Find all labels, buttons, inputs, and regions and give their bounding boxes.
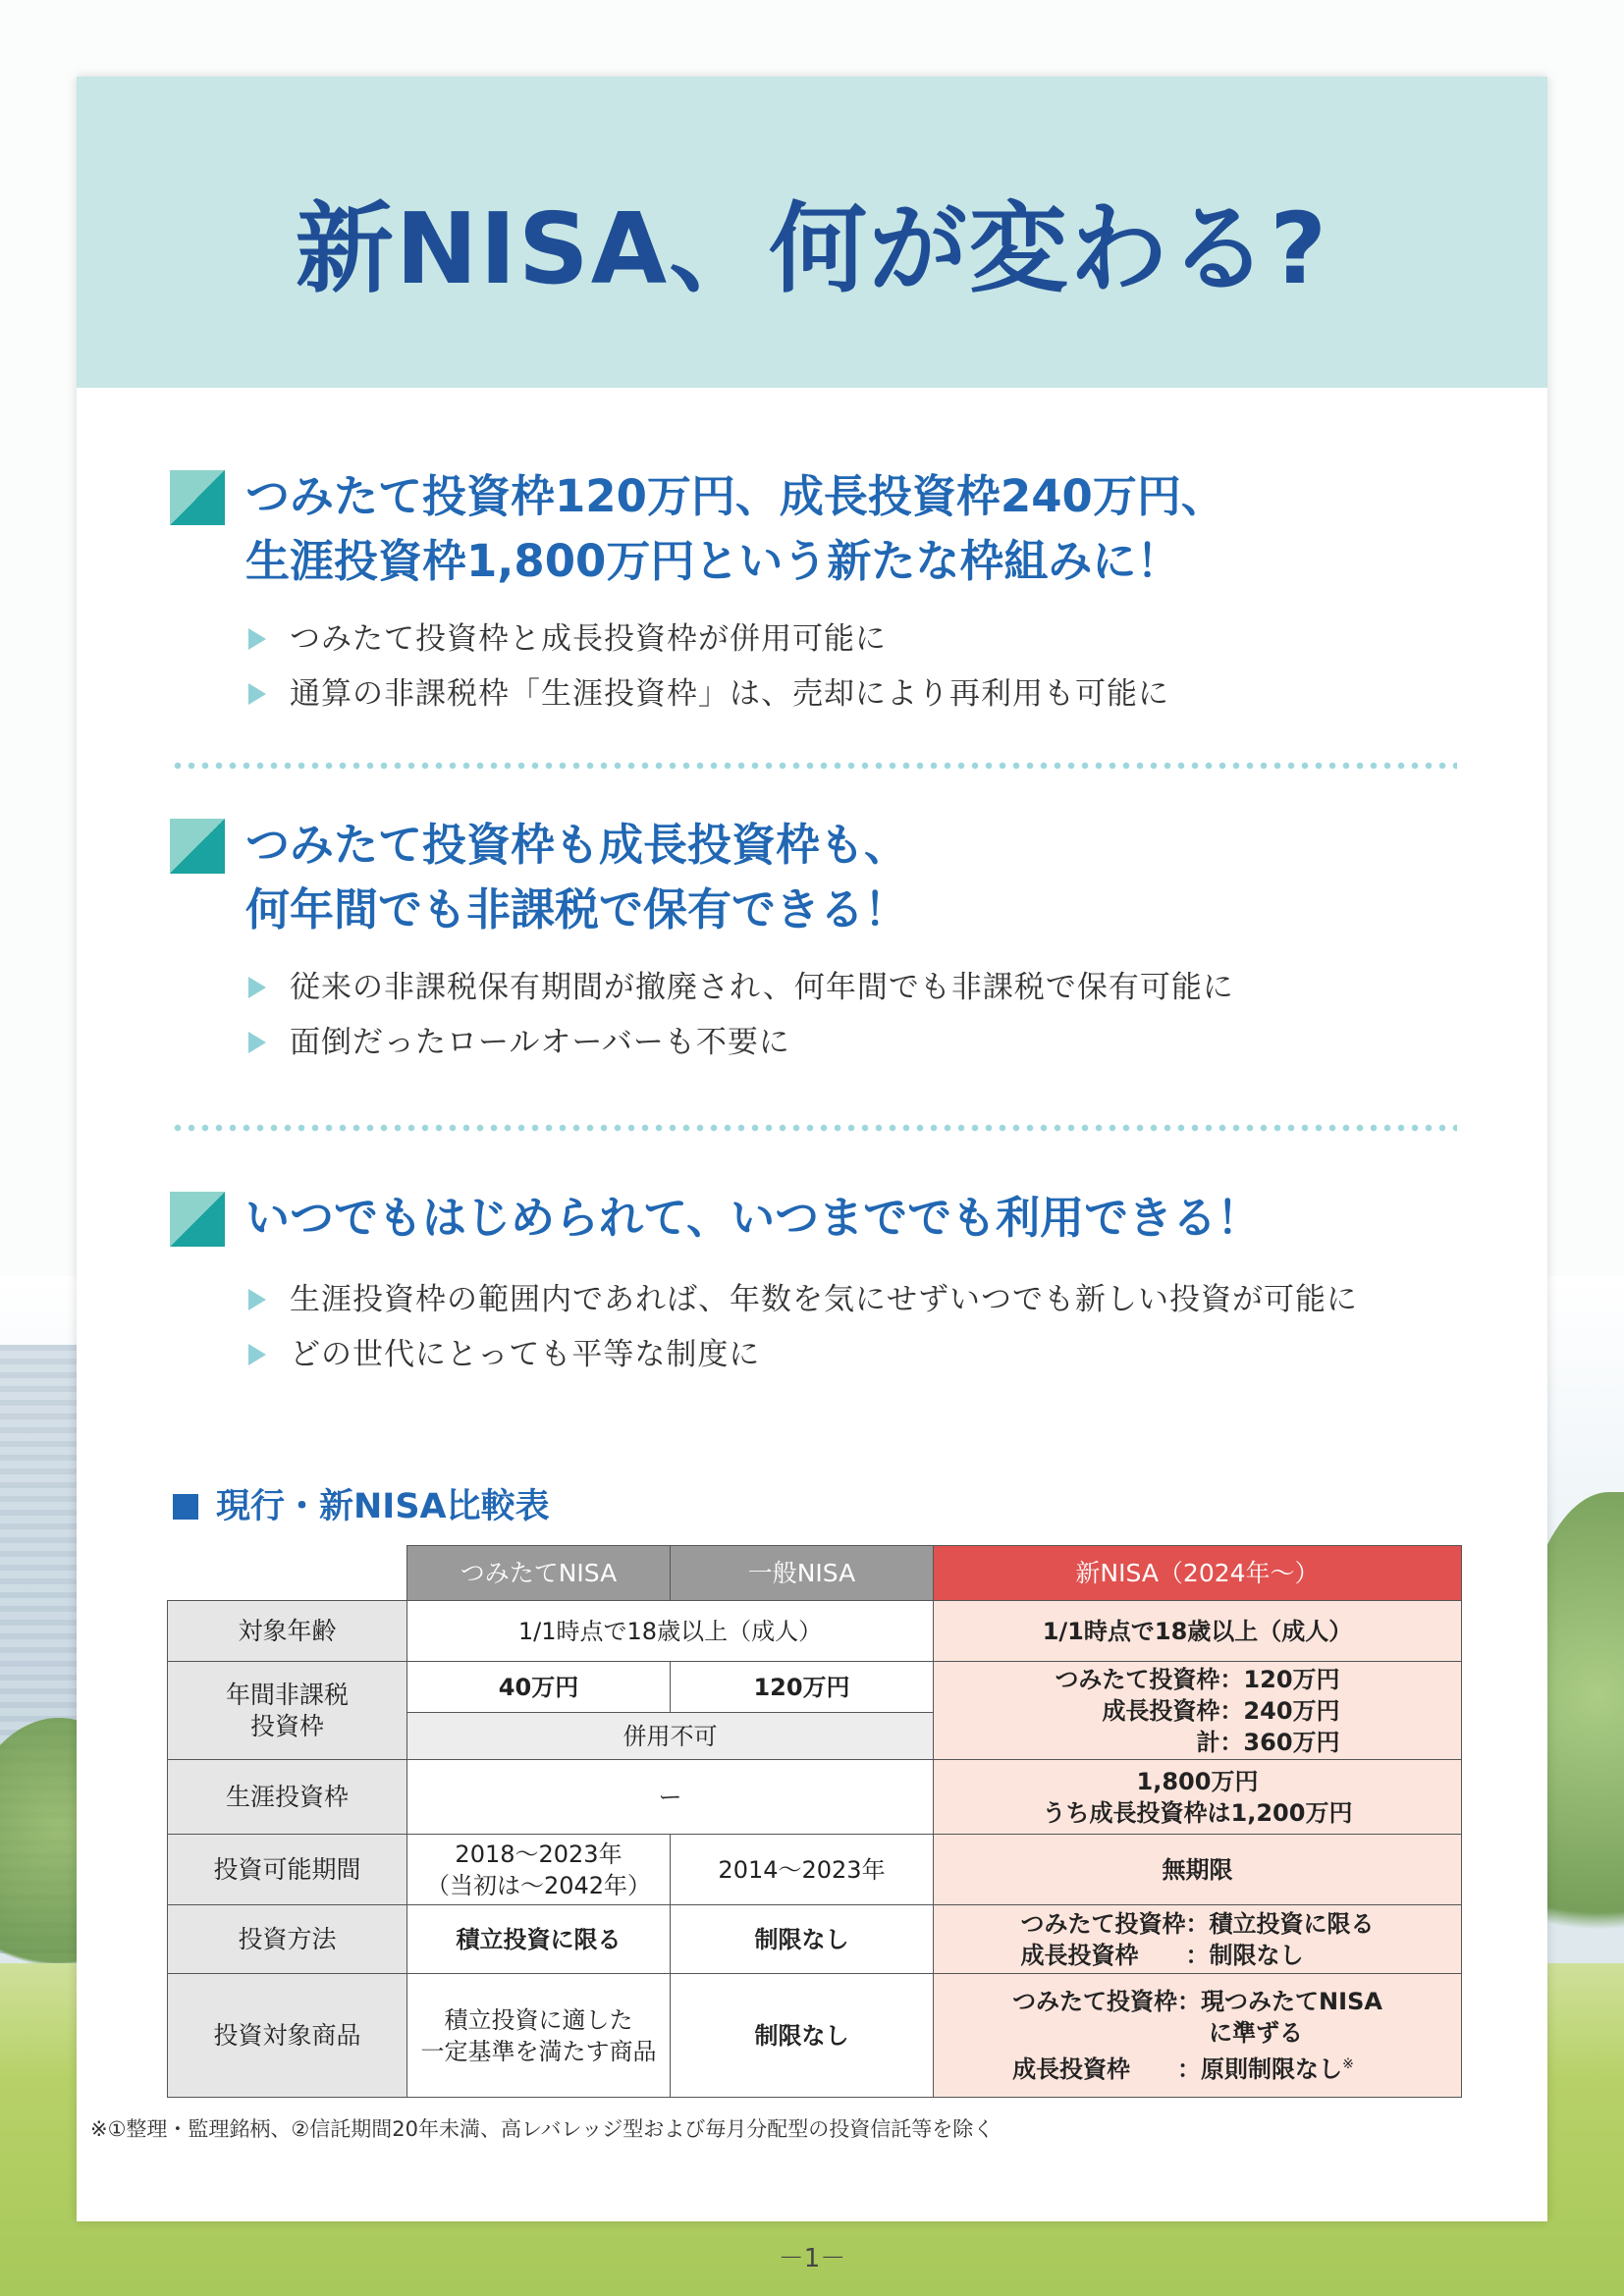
- table-row: [168, 1905, 1462, 1974]
- content-card: [77, 77, 1547, 2221]
- bullet-item: どの世代にとっても平等な制度に: [248, 1327, 1358, 1382]
- table-cell: 1/1時点で18歳以上（成人）: [407, 1601, 934, 1662]
- header-general-nisa: 一般NISA: [671, 1546, 934, 1601]
- table-header-row: [168, 1546, 1462, 1601]
- dotted-divider: [171, 762, 1457, 770]
- bullet-item: つみたて投資枠と成長投資枠が併用可能に: [248, 612, 1169, 667]
- bullet-item: 従来の非課税保有期間が撤廃され、何年間でも非課税で保有可能に: [248, 960, 1234, 1015]
- bullet-item: 生涯投資枠の範囲内であれば、年数を気にせずいつでも新しい投資が可能に: [248, 1272, 1358, 1327]
- section-heading: いつでもはじめられて、いつまででも利用できる！: [245, 1192, 1262, 1244]
- dotted-divider: [171, 1124, 1457, 1132]
- table-cell-new: 1,800万円 うち成長投資枠は1,200万円: [934, 1760, 1462, 1835]
- table-row: [168, 1835, 1462, 1905]
- table-row: [168, 1601, 1462, 1662]
- row-label: 投資対象商品: [168, 1974, 407, 2098]
- comparison-table-title: 現行・新NISA比較表: [173, 1482, 550, 1531]
- bullet-item: 通算の非課税枠「生涯投資枠」は、売却により再利用も可能に: [248, 667, 1169, 721]
- bullet-list: [248, 960, 1234, 1070]
- section-marker-icon: [170, 1192, 225, 1247]
- page-title: 新NISA、何が変わる?: [295, 191, 1329, 306]
- row-label: 対象年齢: [168, 1601, 407, 1662]
- table-cell-new: つみたて投資枠：現つみたてNISA に準ずる 成長投資枠 ：原則制限なし※: [934, 1974, 1462, 2098]
- table-row: [168, 1760, 1462, 1835]
- row-label: 投資可能期間: [168, 1835, 407, 1905]
- table-cell: 120万円: [671, 1662, 934, 1713]
- table-cell: 2018～2023年 （当初は～2042年）: [407, 1835, 671, 1905]
- table-cell-new: つみたて投資枠：積立投資に限る 成長投資枠 ：制限なし: [934, 1905, 1462, 1974]
- row-label: 生涯投資枠: [168, 1760, 407, 1835]
- section-heading: つみたて投資枠も成長投資枠も、 何年間でも非課税で保有できる！: [245, 819, 909, 935]
- page-number: －1－: [778, 2244, 846, 2273]
- title-band: [77, 77, 1547, 388]
- table-cell: 2014～2023年: [671, 1835, 934, 1905]
- square-bullet-icon: [173, 1494, 198, 1520]
- table-cell: 併用不可: [407, 1713, 934, 1760]
- header-new-nisa: 新NISA（2024年～）: [934, 1546, 1462, 1601]
- table-row: [168, 1974, 1462, 2098]
- table-cell-new: 1/1時点で18歳以上（成人）: [934, 1601, 1462, 1662]
- table-cell: 制限なし: [671, 1974, 934, 2098]
- footnote: ※①整理・監理銘柄、②信託期間20年未満、高レバレッジ型および毎月分配型の投資信託等を除く: [90, 2117, 995, 2141]
- bullet-list: [248, 1272, 1358, 1382]
- comparison-table: [167, 1545, 1462, 2098]
- table-cell: 40万円: [407, 1662, 671, 1713]
- table-cell: 積立投資に適した 一定基準を満たす商品: [407, 1974, 671, 2098]
- table-cell-new: つみたて投資枠：120万円 成長投資枠：240万円 計：360万円: [934, 1662, 1462, 1760]
- table-cell-new: 無期限: [934, 1835, 1462, 1905]
- section-heading: つみたて投資枠120万円、成長投資枠240万円、 生涯投資枠1,800万円という新たな枠組みに！: [245, 470, 1225, 587]
- table-cell: 積立投資に限る: [407, 1905, 671, 1974]
- table-cell: 制限なし: [671, 1905, 934, 1974]
- section-marker-icon: [170, 819, 225, 874]
- row-label: 投資方法: [168, 1905, 407, 1974]
- bullet-list: [248, 612, 1169, 721]
- bullet-item: 面倒だったロールオーバーも不要に: [248, 1015, 1234, 1070]
- table-row: [168, 1662, 1462, 1713]
- section-marker-icon: [170, 470, 225, 525]
- row-label: 年間非課税 投資枠: [168, 1662, 407, 1760]
- header-tsumitate-nisa: つみたてNISA: [407, 1546, 671, 1601]
- table-cell: ー: [407, 1760, 934, 1835]
